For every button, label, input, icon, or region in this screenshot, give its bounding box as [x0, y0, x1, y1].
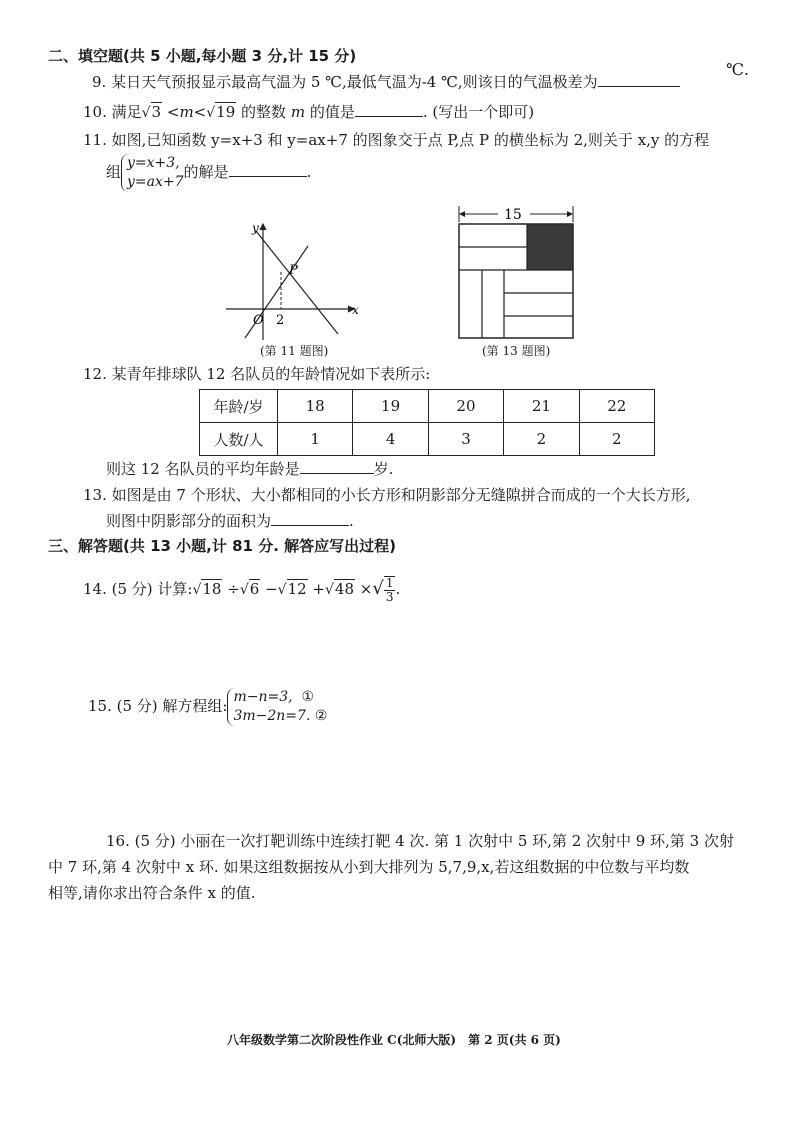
- figure-11-x-label: x: [352, 303, 359, 317]
- figure-13-caption: (第 13 题图): [482, 344, 551, 358]
- question-10-radicand-1: 3: [151, 103, 162, 121]
- question-16-line-3: 相等,请你求出符合条件 x 的值.: [48, 884, 256, 902]
- question-9-text: 9. 某日天气预报显示最高气温为 5 ℃,最低气温为-4 ℃,则该日的气温极差为: [92, 73, 598, 91]
- figure-11-tick-2-label: 2: [276, 313, 285, 328]
- question-15-tag-1: ①: [301, 689, 315, 705]
- figure-13-width-label: 15: [504, 207, 522, 223]
- question-11-prefix: 组: [106, 163, 122, 181]
- question-13-line-2: [106, 511, 354, 531]
- question-10-lt-1: <: [162, 103, 180, 121]
- question-13-line-1: 13. 如图是由 7 个形状、大小都相同的小长方形和阴影部分无缝隙拼合而成的一个大长方形,: [83, 486, 691, 504]
- question-11-equation-1: y=x+3,: [127, 155, 180, 171]
- page-footer: 八年级数学第二次阶段性作业 C(北师大版) 第 2 页(共 6 页): [227, 1033, 561, 1047]
- figure-13-rectangles: [454, 202, 578, 344]
- question-10-answer-blank: [355, 102, 423, 117]
- age-table-cell: 3: [428, 423, 503, 456]
- figure-11-caption: (第 11 题图): [260, 344, 329, 358]
- age-table: [199, 389, 655, 456]
- age-table-cell: 21: [504, 390, 579, 423]
- question-13-answer-blank: [271, 511, 349, 526]
- figure-11-graph: [216, 216, 366, 346]
- question-15-equation-1: m−n=3,: [233, 689, 293, 705]
- question-11-line-2: [106, 152, 311, 192]
- figure-13-shaded-region: [527, 224, 573, 270]
- question-14-numerator: 1: [385, 576, 394, 590]
- question-14-op-3: +: [307, 580, 325, 598]
- question-12-text: 12. 某青年排球队 12 名队员的年龄情况如下表所示:: [83, 365, 431, 383]
- question-10-lt-2: <: [193, 103, 207, 121]
- question-16-line-2: 中 7 环,第 4 次射中 x 环. 如果这组数据按从小到大排列为 5,7,9,x,若这组数据的中位数与平均数: [48, 858, 690, 876]
- age-table-cell: 2: [504, 423, 579, 456]
- age-table-cell: 4: [353, 423, 428, 456]
- question-11-equation-system: [121, 154, 184, 192]
- question-11-line-1: 11. 如图,已知函数 y=x+3 和 y=ax+7 的图象交于点 P,点 P 的横坐标为 2,则关于 x,y 的方程: [83, 131, 710, 149]
- question-13-end: .: [349, 512, 354, 530]
- question-12-follow-text: 则这 12 名队员的平均年龄是: [106, 460, 300, 478]
- question-14-op-2: −: [260, 580, 278, 598]
- question-14-radicand-3: 12: [287, 580, 307, 598]
- question-11-answer-blank: [229, 162, 307, 177]
- figure-11-point-p-label: P: [289, 263, 298, 278]
- question-15-prefix: 15. (5 分) 解方程组:: [88, 697, 228, 715]
- age-table-cell: 年龄/岁: [200, 390, 278, 423]
- question-14-prefix: 14. (5 分) 计算:: [83, 580, 193, 598]
- age-table-cell: 人数/人: [200, 423, 278, 456]
- figure-11-y-label: y: [252, 221, 259, 235]
- question-10-middle: 的整数: [236, 103, 291, 121]
- question-10-variable-2: m: [290, 103, 306, 121]
- age-table-cell: 19: [353, 390, 428, 423]
- question-14-radicand-1: 18: [202, 580, 222, 598]
- age-table-cell: 20: [428, 390, 503, 423]
- question-12-answer-blank: [300, 459, 374, 474]
- section-3-heading: 三、解答题(共 13 小题,计 81 分. 解答应写出过程): [48, 537, 396, 555]
- question-10-radicand-2: 19: [216, 103, 236, 121]
- question-9: [92, 72, 680, 92]
- question-14-radicand-2: 6: [249, 580, 260, 598]
- figure-11-origin-label: O: [253, 313, 264, 328]
- question-15-equation-2: 3m−2n=7.: [233, 708, 311, 724]
- question-11-equation-2: y=ax+7: [127, 174, 184, 190]
- age-table-cell: 18: [278, 390, 353, 423]
- question-14-op-1: ÷: [222, 580, 240, 598]
- question-9-answer-blank: [598, 72, 680, 87]
- question-10-variable: m: [179, 103, 194, 121]
- question-15-tag-2: ②: [314, 708, 328, 724]
- age-table-cell: 22: [579, 390, 654, 423]
- age-table-cell: 1: [278, 423, 353, 456]
- age-table-row-ages: [200, 390, 655, 423]
- section-2-heading: 二、填空题(共 5 小题,每小题 3 分,计 15 分): [48, 47, 357, 65]
- question-12-unit: 岁.: [373, 460, 394, 478]
- question-13-line-2-text: 则图中阴影部分的面积为: [106, 512, 272, 530]
- question-11-end: .: [306, 163, 312, 181]
- question-14-radicand-4: 48: [334, 580, 355, 598]
- question-14: 14. (5 分) 计算:√18 ÷√6 −√12 +√48 ×√ $\frac{1}{3}$ .: [83, 576, 401, 604]
- question-12-follow-up: [106, 459, 393, 479]
- question-10-end: . (写出一个即可): [422, 103, 535, 121]
- question-14-fraction: [384, 576, 396, 604]
- question-10: 10. 满足√3 <m<√19 的整数 m 的值是 . (写出一个即可): [83, 103, 535, 121]
- question-11-suffix: 的解是: [183, 163, 229, 181]
- question-9-unit: ℃.: [726, 60, 749, 79]
- question-15-equation-system: [227, 688, 327, 726]
- question-10-suffix: 的值是: [305, 103, 355, 121]
- question-16-line-1: 16. (5 分) 小丽在一次打靶训练中连续打靶 4 次. 第 1 次射中 5 环,第 2 次射中 9 环,第 3 次射: [106, 832, 734, 850]
- figure-11-line-y-ax-plus-7: [256, 231, 338, 334]
- age-table-cell: 2: [579, 423, 654, 456]
- question-15: [88, 685, 327, 727]
- question-14-op-4: ×: [355, 580, 373, 598]
- question-10-prefix: 10. 满足: [83, 103, 142, 121]
- question-14-denominator: 3: [385, 590, 394, 604]
- question-14-end: .: [395, 580, 401, 598]
- age-table-row-counts: [200, 423, 655, 456]
